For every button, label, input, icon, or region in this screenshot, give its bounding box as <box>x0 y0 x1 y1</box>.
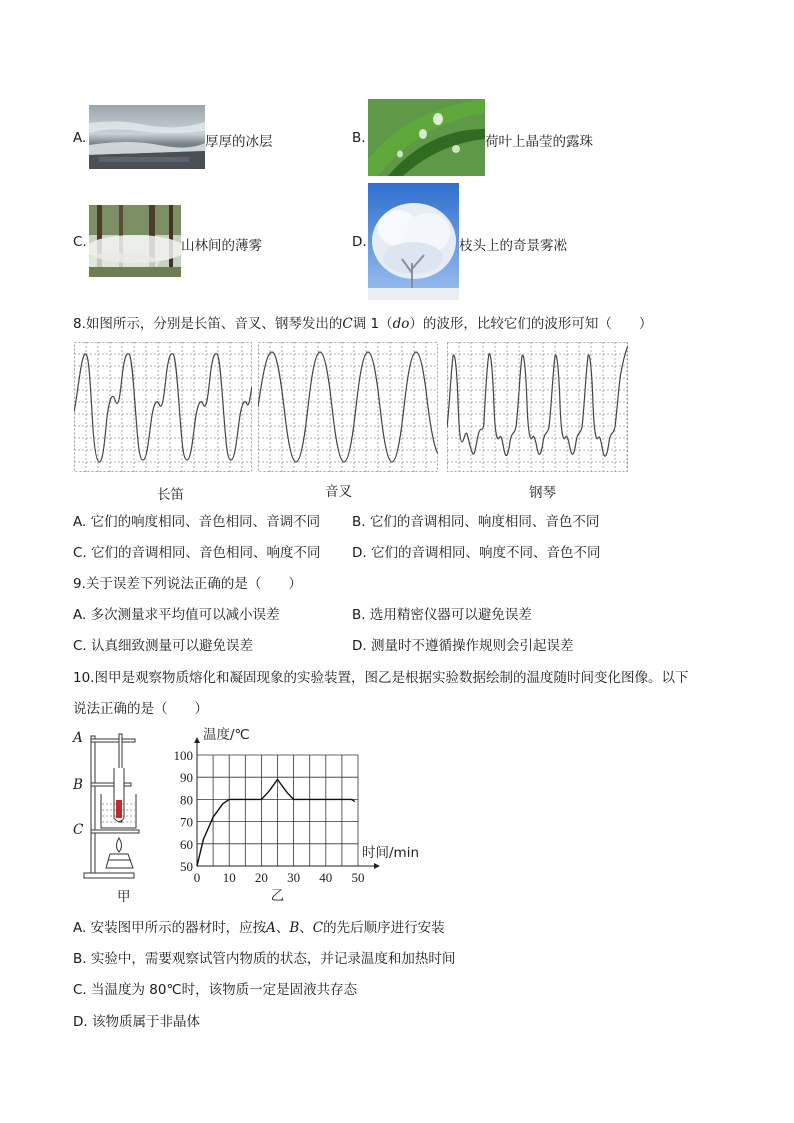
option-text: 、 <box>299 920 313 936</box>
option-letter: C. <box>73 234 87 250</box>
option-text: 、 <box>275 920 290 936</box>
flute-waveform-graph <box>74 342 252 472</box>
q10-option-d: D. 该物质属于非晶体 <box>73 1014 200 1030</box>
stem-italic-do: do <box>392 316 410 332</box>
tuning-fork-label: 音叉 <box>325 484 352 500</box>
q9-option-c: C. 认真细致测量可以避免误差 <box>73 638 254 654</box>
flute-wave-line <box>74 354 252 462</box>
y-tick-label: 100 <box>173 748 193 763</box>
graph-caption: 乙 <box>270 888 285 904</box>
ice-layer-photo <box>89 105 205 169</box>
apparatus-caption: 甲 <box>117 889 131 905</box>
flute-waveform <box>74 342 252 472</box>
flute-label: 长笛 <box>157 487 184 503</box>
x-tick-label: 30 <box>287 870 301 885</box>
q8-option-c: C. 它们的音调相同、音色相同、响度不同 <box>73 545 321 561</box>
apparatus-label-b: B <box>73 777 83 793</box>
piano-waveform-graph <box>447 342 628 472</box>
temperature-chart-svg <box>170 722 430 907</box>
tuning-fork-wave-line <box>258 352 438 462</box>
y-tick-label: 90 <box>180 770 193 786</box>
option-letter: A. <box>73 130 87 146</box>
y-tick-label: 70 <box>180 814 193 830</box>
option-text: 荷叶上晶莹的露珠 <box>485 134 593 150</box>
y-axis-arrow <box>194 737 200 743</box>
y-axis-label: 温度/℃ <box>203 727 250 743</box>
option-letter: D. <box>352 234 367 250</box>
x-tick-label: 10 <box>222 870 236 885</box>
dew-drops-photo <box>368 99 485 176</box>
option-letter: B. <box>352 130 366 146</box>
y-tick-label: 60 <box>180 836 193 852</box>
temperature-curve <box>197 779 355 866</box>
tuning-fork-waveform-graph <box>258 342 438 472</box>
q8-option-d: D. 它们的音调相同、响度不同、音色不同 <box>352 545 601 561</box>
piano-waveform <box>447 342 628 472</box>
q8-option-b: B. 它们的音调相同、响度相同、音色不同 <box>352 514 600 530</box>
x-tick-label: 0 <box>193 870 201 885</box>
apparatus-label-c: C <box>73 822 84 838</box>
q9-option-d: D. 测量时不遵循操作规则会引起误差 <box>352 638 574 654</box>
y-tick-label: 50 <box>180 859 193 874</box>
piano-label: 钢琴 <box>529 485 556 501</box>
melting-apparatus-drawing <box>70 728 150 903</box>
tuning-fork-waveform <box>258 342 438 472</box>
q8-option-a: A. 它们的响度相同、音色相同、音调不同 <box>73 514 321 530</box>
option-text: A. 安装图甲所示的器材时，应按 <box>73 920 267 936</box>
piano-wave-line <box>447 346 628 456</box>
x-tick-label: 50 <box>351 870 365 885</box>
x-axis-arrow <box>374 863 380 869</box>
q10-option-b: B. 实验中，需要观察试管内物质的状态，并记录温度和加热时间 <box>73 951 456 967</box>
option-italic: C <box>312 920 324 936</box>
q10-option-c: C. 当温度为 80℃时，该物质一定是固液共存态 <box>73 982 358 998</box>
stem-text: 调 1（ <box>352 316 393 332</box>
q9-stem: 9.关于误差下列说法正确的是（ ） <box>73 576 302 592</box>
x-tick-label: 20 <box>254 870 268 885</box>
option-text: 的先后顺序进行安装 <box>323 920 445 936</box>
y-tick-label: 80 <box>180 792 193 808</box>
option-text: 山林间的薄雾 <box>181 238 262 254</box>
x-axis-label: 时间/min <box>362 845 420 861</box>
option-text: 厚厚的冰层 <box>205 134 273 150</box>
x-tick-label: 40 <box>319 870 333 885</box>
q10-stem-line2: 说法正确的是（ ） <box>73 701 208 717</box>
q10-stem-line1: 10.图甲是观察物质熔化和凝固现象的实验装置，图乙是根据实验数据绘制的温度随时间变化图像。以下 <box>73 670 689 686</box>
q10-option-a <box>73 916 445 936</box>
q9-option-a: A. 多次测量求平均值可以减小误差 <box>73 607 280 623</box>
apparatus-label-a: A <box>73 730 83 746</box>
apparatus-figure <box>70 728 150 903</box>
stem-text: 8.如图所示，分别是长笛、音叉、钢琴发出的 <box>73 316 343 332</box>
temperature-time-chart <box>170 722 430 907</box>
stem-italic-c: C <box>342 316 353 332</box>
stem-text: ）的波形，比较它们的波形可知（ ） <box>409 316 653 332</box>
q9-option-b: B. 选用精密仪器可以避免误差 <box>352 607 532 623</box>
option-italic: B <box>289 920 300 936</box>
rime-tree-photo <box>368 183 459 300</box>
forest-mist-photo <box>89 205 181 277</box>
q8-stem <box>73 312 652 332</box>
option-italic: A <box>266 920 276 936</box>
waveform-grid <box>74 342 252 472</box>
option-text: 枝头上的奇景雾凇 <box>459 238 567 254</box>
